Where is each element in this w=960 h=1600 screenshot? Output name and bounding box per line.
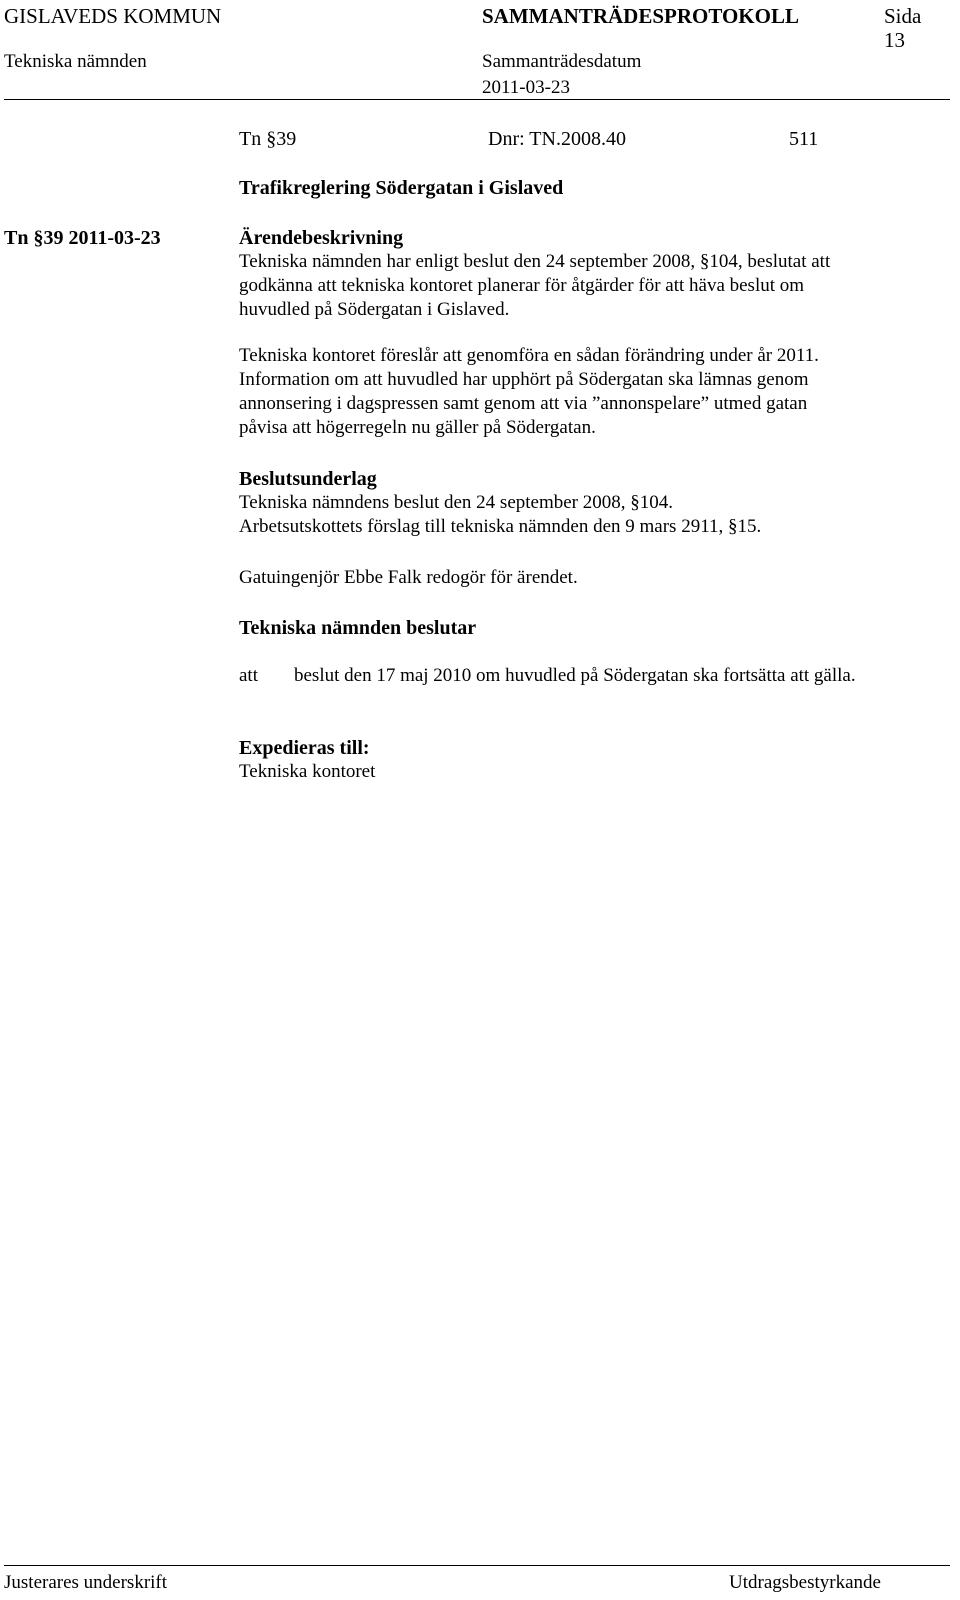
proposal-line: Information om att huvudled har upphört på Södergatan ska lämnas genom xyxy=(239,369,809,390)
side-reference: Tn §39 2011-03-23 xyxy=(4,227,161,249)
description-heading: Ärendebeskrivning xyxy=(239,227,404,249)
dispatch-recipient: Tekniska kontoret xyxy=(239,761,376,782)
item-title: Trafikreglering Södergatan i Gislaved xyxy=(239,177,564,199)
footer-right: Utdragsbestyrkande xyxy=(729,1572,881,1593)
org-name: GISLAVEDS KOMMUN xyxy=(4,4,222,28)
basis-heading: Beslutsunderlag xyxy=(239,468,377,490)
report-line: Gatuingenjör Ebbe Falk redogör för ärendet. xyxy=(239,567,578,588)
basis-line: Arbetsutskottets förslag till tekniska nämnden den 9 mars 2911, §15. xyxy=(239,516,762,537)
decision-lead: att xyxy=(239,665,258,686)
board-name: Tekniska nämnden xyxy=(4,51,147,72)
description-line: huvudled på Södergatan i Gislaved. xyxy=(239,299,510,320)
page-label: Sida xyxy=(884,4,922,28)
footer-divider xyxy=(4,1565,950,1566)
decision-heading: Tekniska nämnden beslutar xyxy=(239,617,477,639)
description-section xyxy=(239,226,939,322)
basis-line: Tekniska nämndens beslut den 24 september 2008, §104. xyxy=(239,492,674,513)
footer-left: Justerares underskrift xyxy=(4,1572,168,1593)
proposal-line: Tekniska kontoret föreslår att genomföra en sådan förändring under år 2011. xyxy=(239,345,819,366)
description-line: godkänna att tekniska kontoret planerar för åtgärder för att häva beslut om xyxy=(239,275,805,296)
dispatch-heading: Expedieras till: xyxy=(239,737,370,759)
basis-section xyxy=(239,467,939,539)
dnr: Dnr: TN.2008.40 xyxy=(488,128,626,150)
proposal-section xyxy=(239,344,939,440)
proposal-line: påvisa att högerregeln nu gäller på Södergatan. xyxy=(239,417,596,438)
document-type: SAMMANTRÄDESPROTOKOLL xyxy=(482,4,799,28)
meeting-date: 2011-03-23 xyxy=(482,77,570,98)
date-label: Sammanträdesdatum xyxy=(482,51,642,72)
header-divider xyxy=(4,99,950,100)
archive-code: 511 xyxy=(789,128,819,150)
paragraph-number: Tn §39 xyxy=(239,128,297,150)
description-line: Tekniska nämnden har enligt beslut den 24 september 2008, §104, beslutat att xyxy=(239,251,831,272)
proposal-line: annonsering i dagspressen samt genom att via ”annonspelare” utmed gatan xyxy=(239,393,808,414)
decision-text: beslut den 17 maj 2010 om huvudled på Södergatan ska fortsätta att gälla. xyxy=(294,665,856,686)
page-number: 13 xyxy=(884,28,905,52)
